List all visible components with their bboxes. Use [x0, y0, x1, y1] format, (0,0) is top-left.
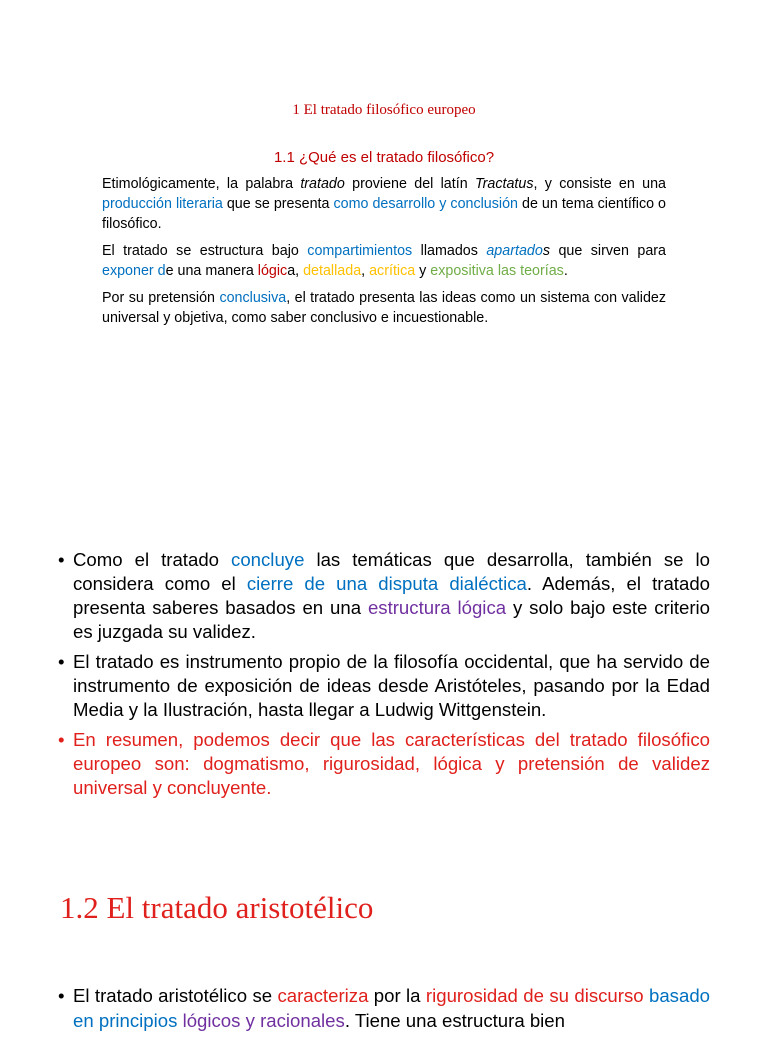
bullet-item	[58, 728, 710, 800]
text-run: El tratado es instrumento propio de la filosofía occidental, que ha servido de instrumento de exposición de ideas desde Aristóteles, pasando por la Edad Media y la Ilustración, hasta llegar a Ludwig Wittgenstein.	[73, 651, 710, 720]
text-run: detallada	[303, 263, 362, 279]
slide3-bullet-list	[58, 983, 710, 1039]
text-run: y	[415, 263, 431, 279]
text-run: y solo bajo este criterio es juzgada su validez.	[73, 597, 710, 642]
slide3-title: 1.2 El tratado aristotélico	[60, 890, 374, 925]
text-run: como desarrollo y conclusión	[333, 196, 518, 212]
text-run: ,	[361, 263, 370, 279]
text-run: por la	[368, 985, 426, 1006]
text-run: que se presenta	[222, 196, 334, 212]
text-run: exponer d	[102, 263, 166, 279]
text-run: cierre de una disputa dialéctica	[246, 573, 527, 594]
text-run: llamados	[412, 243, 487, 259]
text-run: tratado	[300, 176, 345, 192]
bullet-marker: •	[58, 549, 65, 570]
text-run: las temáticas que desarrolla, también se lo considera como el	[73, 549, 710, 594]
text-run: concluye	[231, 549, 305, 570]
text-run: apartado	[486, 243, 543, 259]
text-run: , el tratado presenta las ideas como un sistema con validez universal y objetiva, como saber conclusivo e incuestionable.	[102, 290, 666, 326]
bullet-marker: •	[58, 651, 65, 672]
text-run: Tractatus	[474, 176, 534, 192]
text-run: Como el tratado	[73, 549, 232, 570]
text-run: caracteriza	[277, 985, 369, 1006]
bullet-marker: •	[58, 729, 65, 750]
slide1-title: 1 El tratado filosófico europeo	[292, 102, 476, 118]
text-run: , y consiste en una	[533, 176, 666, 192]
text-run: a,	[287, 263, 304, 279]
text-run: e una manera	[165, 263, 258, 279]
slide2-bullet-list	[58, 548, 710, 806]
paragraph	[102, 241, 666, 281]
text-run: expositiva las teorías	[430, 263, 564, 279]
text-run: Etimológicamente, la palabra	[102, 176, 301, 192]
bullet-item	[58, 548, 710, 644]
text-run: que sirven para	[549, 243, 666, 259]
text-run: . Además, el tratado presenta saberes basados en una	[73, 573, 710, 618]
text-run: .	[563, 263, 568, 279]
text-run: lógic	[257, 263, 288, 279]
paragraph	[102, 288, 666, 328]
text-run: conclusiva	[219, 290, 287, 306]
paragraph	[102, 174, 666, 234]
text-run: El tratado aristotélico se	[73, 985, 278, 1006]
text-run: El tratado se estructura bajo	[102, 243, 308, 259]
text-run: En resumen, podemos decir que las características del tratado filosófico europeo son: dogmatismo, rigurosidad, lógica y pretensión de validez universal y concluyente.	[73, 729, 710, 798]
slide1-subtitle: 1.1 ¿Qué es el tratado filosófico?	[273, 149, 495, 166]
bullet-item	[58, 983, 710, 1033]
text-run: Por su pretensión	[102, 290, 220, 306]
text-run: producción literaria	[102, 196, 223, 212]
text-run: rigurosidad de su discurso	[425, 985, 644, 1006]
text-run: . Tiene una estructura bien	[344, 1010, 565, 1031]
text-run: compartimientos	[307, 243, 413, 259]
text-run: acrítica	[369, 263, 416, 279]
text-run: lógicos y racionales	[182, 1010, 345, 1031]
bullet-item	[58, 650, 710, 722]
text-run: estructura lógica	[367, 597, 507, 618]
text-run: de un tema científico o filosófico.	[102, 196, 667, 232]
text-run: basado en principios	[73, 985, 711, 1031]
bullet-marker: •	[58, 985, 65, 1006]
slide1-body	[102, 174, 666, 335]
text-run: s	[542, 243, 550, 259]
text-run: proviene del latín	[344, 176, 475, 192]
